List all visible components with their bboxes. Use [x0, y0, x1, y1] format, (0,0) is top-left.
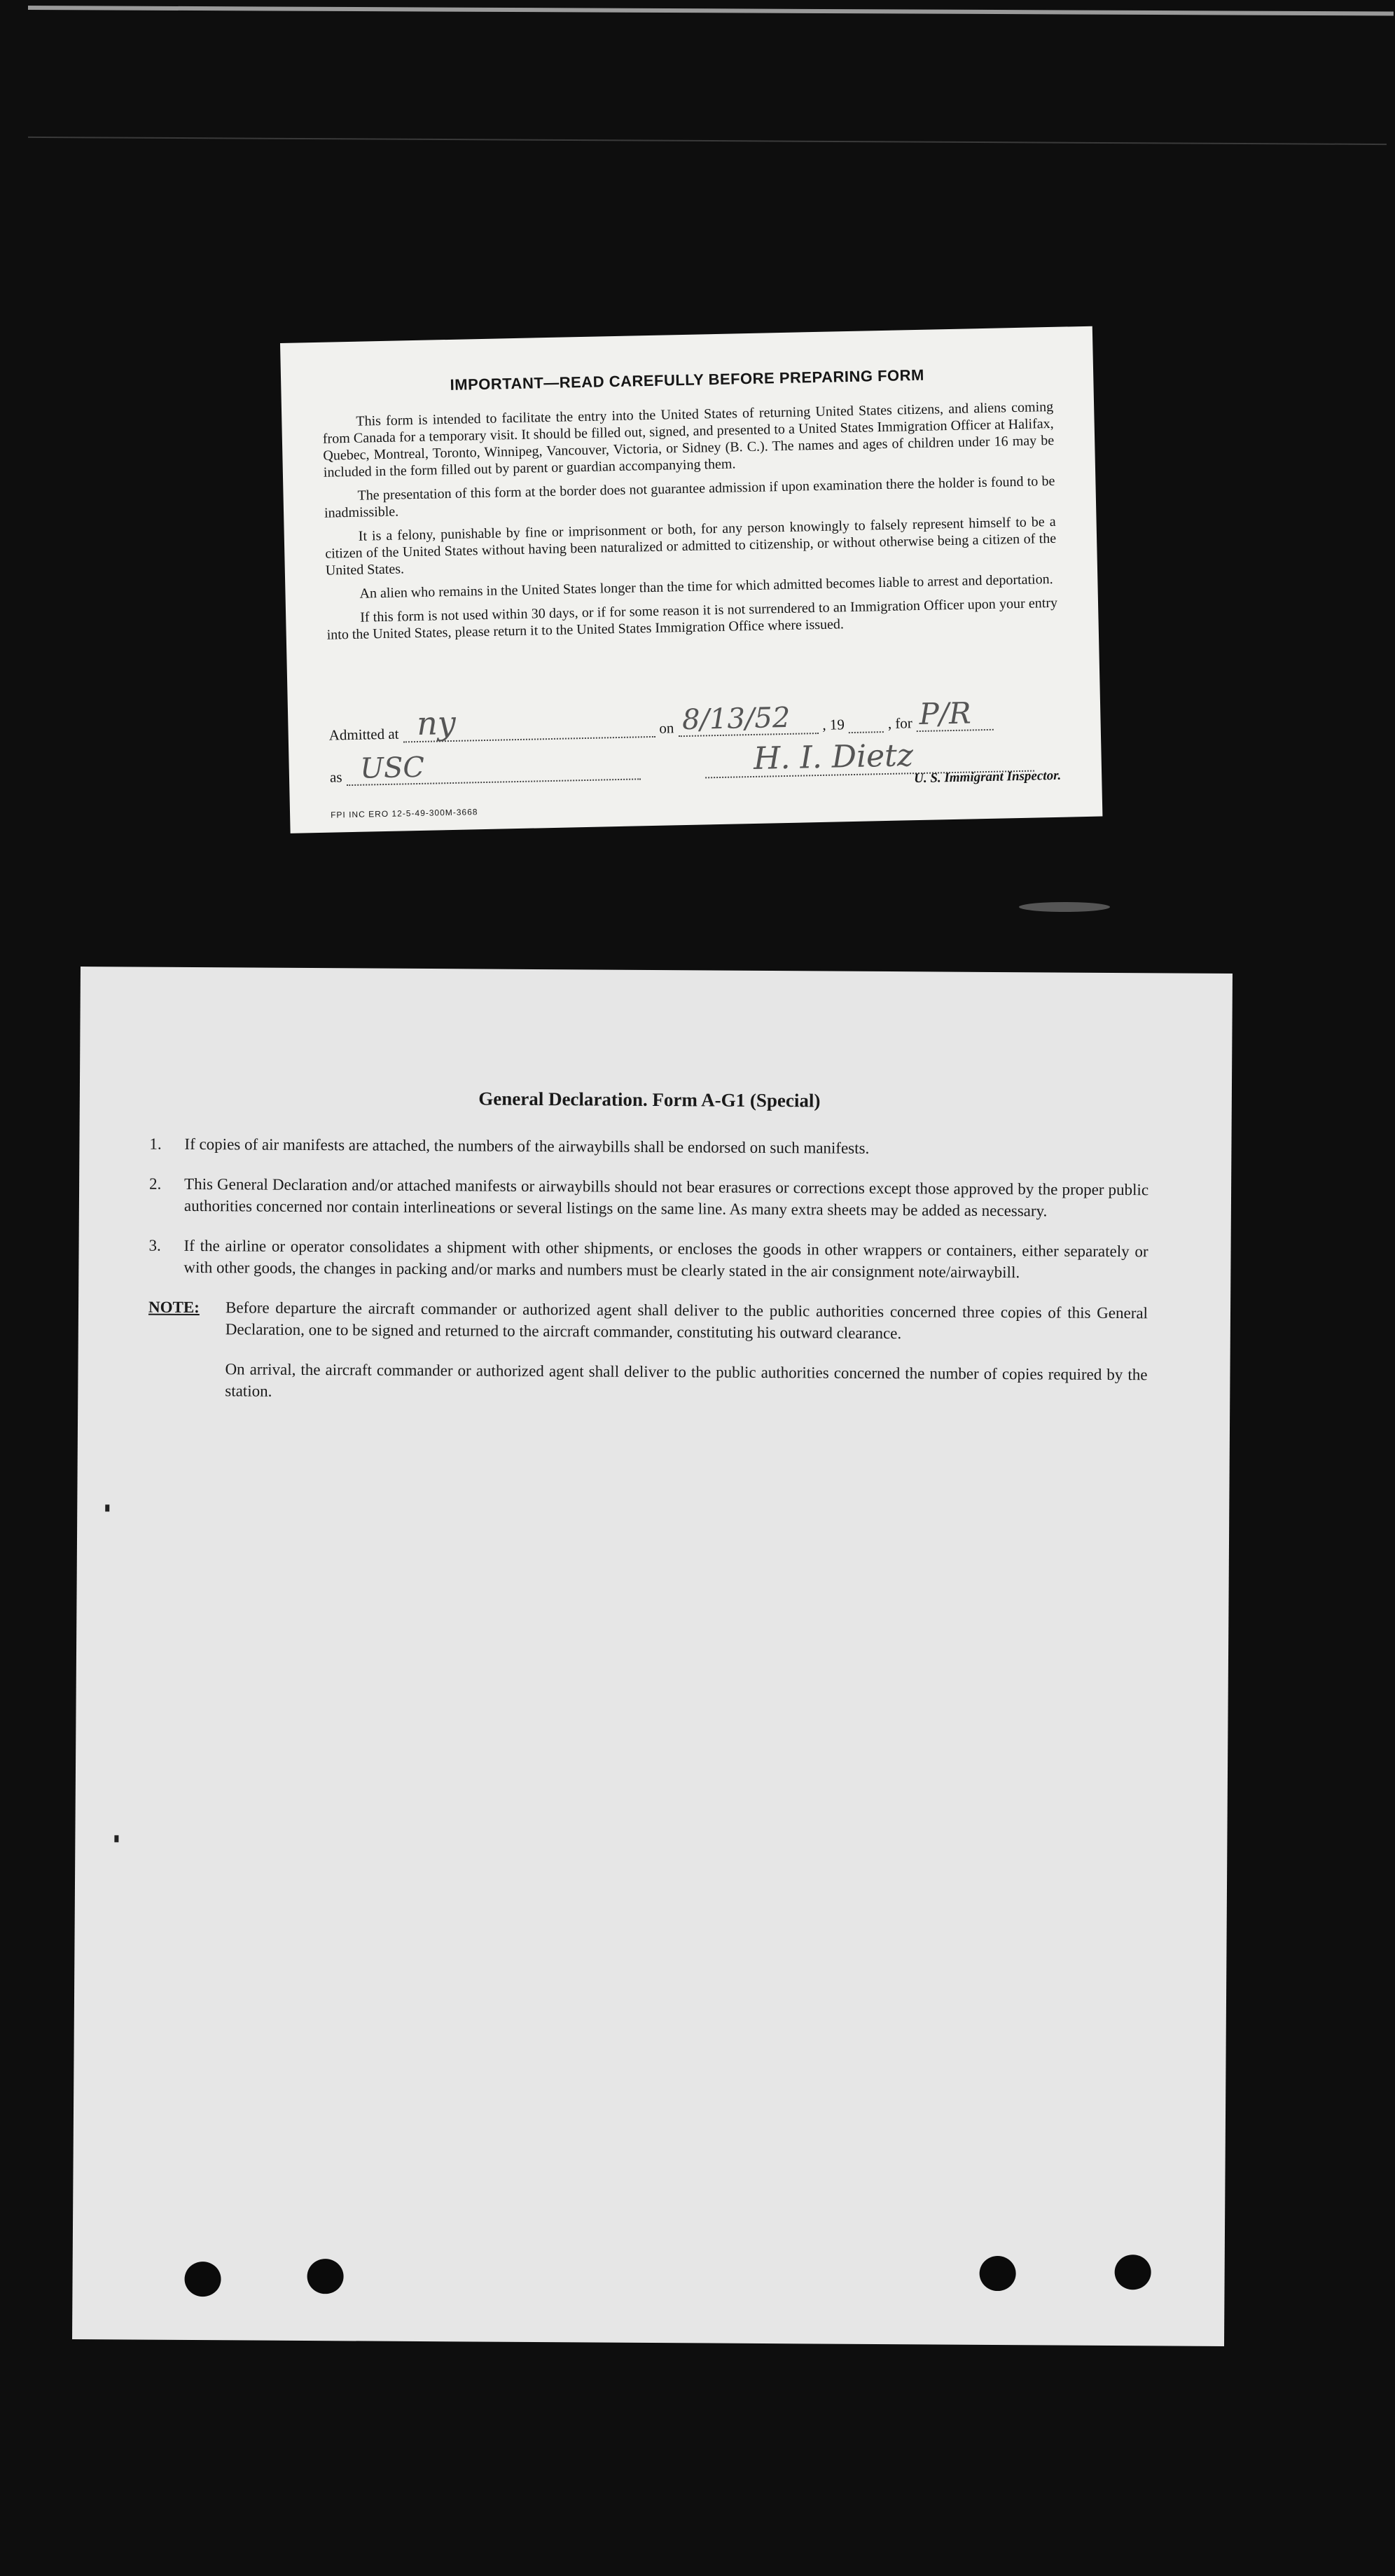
- punch-hole: [1114, 2255, 1151, 2290]
- form-title: General Declaration. Form A-G1 (Special): [478, 1088, 821, 1112]
- as-field: [346, 751, 640, 786]
- punch-hole: [184, 2262, 221, 2297]
- scan-smudge: [1019, 902, 1110, 912]
- item-number: 3.: [148, 1236, 161, 1254]
- item-text: If the airline or operator consolidates a shipment with other shipments, or encloses the goods in other wrappers or containers, either separately or with other goods, the changes in packing and/or marks and numbers must be clearly stated in the air consignment note/airwaybill.: [183, 1236, 1148, 1282]
- card-paragraph: The presentation of this form at the border does not guarantee admission if upon examination there the holder is found to be inadmissible.: [324, 473, 1055, 521]
- item-number: 2.: [149, 1175, 162, 1193]
- card-paragraph: If this form is not used within 30 days, or if for some reason it is not surrendered to an Immigration Officer upon your entry into the United States, please return it to the United States Immigration Office where issued.: [326, 595, 1058, 643]
- admission-row: [328, 695, 1060, 745]
- note-paragraph: On arrival, the aircraft commander or authorized agent shall deliver to the public authorities concerned the number of copies required by the station.: [225, 1360, 1148, 1400]
- for-field: [917, 695, 994, 732]
- list-item: [148, 1235, 1148, 1284]
- admitted-at-field: [403, 703, 655, 743]
- note-section: [148, 1296, 1148, 1426]
- date-field: [678, 701, 819, 737]
- on-label: on: [659, 719, 674, 737]
- item-text: This General Declaration and/or attached manifests or airwaybills should not bear erasures or corrections except those approved by the proper public authorities concerned nor contain interlineations or several listings on the same line. As many extra sheets may be added as necessary.: [183, 1175, 1149, 1220]
- year-label: , 19: [822, 716, 845, 733]
- scan-edge: [28, 6, 1394, 16]
- as-value: USC: [359, 751, 425, 785]
- for-value: P/R: [919, 695, 972, 732]
- date-value: 8/13/52: [681, 701, 791, 737]
- inspector-label: U. S. Immigrant Inspector.: [913, 768, 1062, 787]
- print-code: FPI INC ERO 12-5-49-300M-3668: [330, 807, 478, 820]
- year-field: [849, 714, 884, 733]
- note-paragraph: Before departure the aircraft commander or authorized agent shall deliver to the public authorities concerned three copies of this General Declaration, one to be signed and returned to the aircraft commander, constituting his outward clearance.: [225, 1299, 1148, 1343]
- punch-hole: [979, 2256, 1015, 2291]
- note-body: [225, 1296, 1148, 1425]
- scan-scratch: [28, 137, 1387, 145]
- item-text: If copies of air manifests are attached, the numbers of the airwaybills shall be endorsed on such manifests.: [184, 1135, 870, 1157]
- card-paragraph: It is a felony, punishable by fine or imprisonment or both, for any person knowingly to falsely represent himself to be a citizen of the United States without having been naturalized or admitted to citizenship, or without otherwise being a citizen of the United States.: [325, 513, 1057, 579]
- scan-speck: [105, 1504, 109, 1511]
- admitted-at-label: Admitted at: [328, 725, 399, 744]
- card-title: IMPORTANT—READ CAREFULLY BEFORE PREPARING FORM: [450, 366, 925, 394]
- admitted-at-value: ny: [416, 703, 457, 743]
- card-paragraph: This form is intended to facilitate the entry into the United States of returning United States citizens, and aliens coming from Canada for a temporary visit. It should be filled out, signed, and presented to a United States Immigration Officer at Halifax, Quebec, Montreal, Toronto, Winnipeg, Vancouver, Victoria, or Sidney (B. C.). The names and ages of children under 16 may be included in the form filled out by parent or guardian accompanying them.: [322, 399, 1055, 480]
- card-paragraph: An alien who remains in the United States longer than the time for which admitted becomes liable to arrest and deportation.: [359, 571, 1053, 602]
- punch-hole: [307, 2259, 343, 2294]
- entry-card: [280, 326, 1102, 833]
- list-item: [149, 1173, 1148, 1223]
- list-item: [149, 1133, 1148, 1161]
- item-number: 1.: [149, 1135, 162, 1153]
- signature: H. I. Dietz: [753, 738, 914, 777]
- general-declaration-sheet: [72, 967, 1233, 2346]
- as-label: as: [329, 768, 342, 786]
- note-label: NOTE:: [148, 1298, 200, 1317]
- scan-speck: [114, 1835, 118, 1842]
- for-label: , for: [887, 714, 913, 732]
